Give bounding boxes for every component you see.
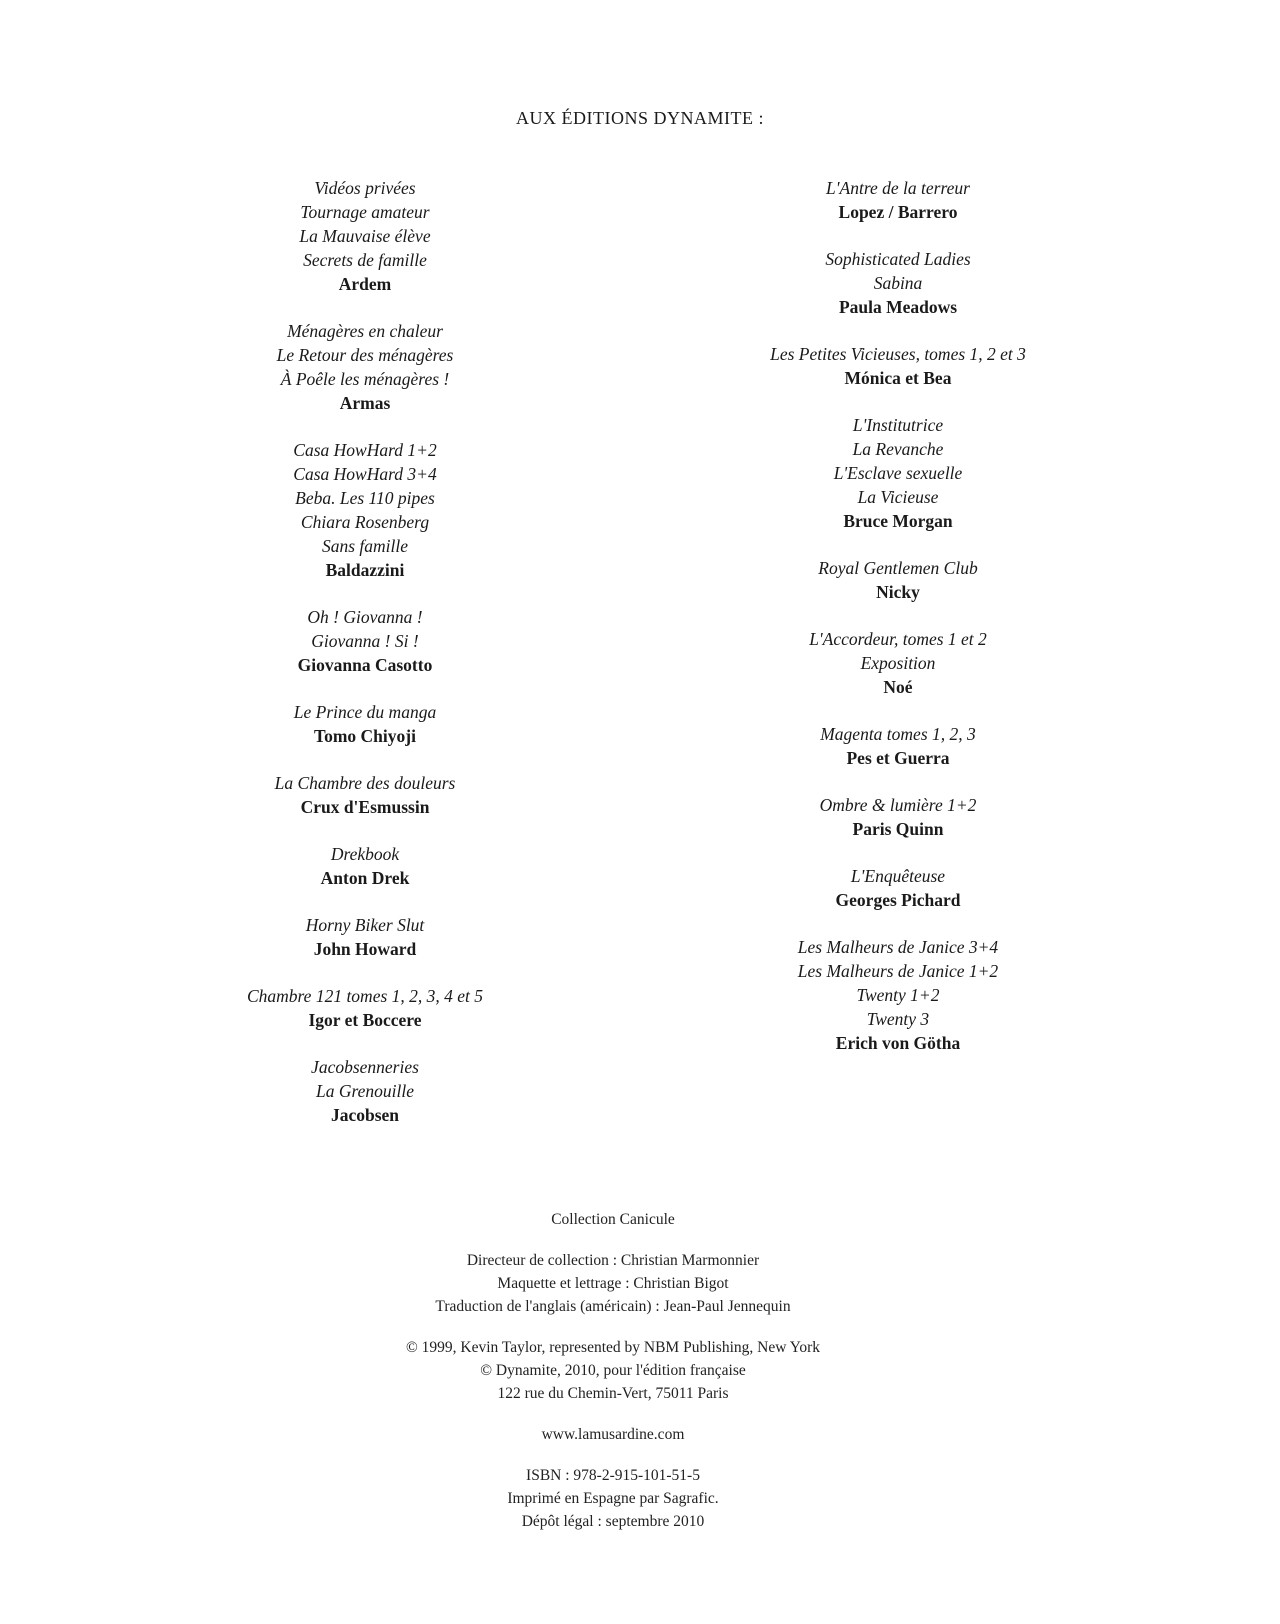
book-title: Twenty 1+2 (856, 985, 940, 1005)
catalog-entry (155, 771, 575, 819)
author-name: Noé (883, 677, 913, 697)
credit-line: Directeur de collection : Christian Marmonnier (466, 1252, 760, 1269)
author-name: Pes et Guerra (846, 748, 950, 768)
book-title: À Poêle les ménagères ! (280, 369, 450, 389)
book-title: Casa HowHard 3+4 (293, 464, 437, 484)
website-block (313, 1423, 913, 1446)
catalog-entry (688, 342, 1108, 390)
author-name: Georges Pichard (835, 890, 961, 910)
author-name: Mónica et Bea (844, 368, 952, 388)
copyright-line: © Dynamite, 2010, pour l'édition française (480, 1362, 746, 1379)
book-title: L'Enquêteuse (850, 866, 946, 886)
catalog-entry (688, 176, 1108, 224)
author-name: Baldazzini (325, 560, 405, 580)
book-title: La Chambre des douleurs (274, 773, 456, 793)
catalog-entry (155, 913, 575, 961)
legal-block (313, 1464, 913, 1533)
catalog-entry (155, 700, 575, 748)
book-title: Sophisticated Ladies (825, 249, 971, 269)
catalog-entry (155, 842, 575, 890)
author-name: Igor et Boccere (308, 1010, 422, 1030)
catalog-entry (155, 1055, 575, 1127)
left-catalog-column (155, 176, 575, 1150)
page-heading: AUX ÉDITIONS DYNAMITE : (516, 108, 764, 128)
catalog-entry (155, 319, 575, 415)
copyright-block (313, 1336, 913, 1405)
catalog-entry (688, 935, 1108, 1055)
book-title: Giovanna ! Si ! (311, 631, 419, 651)
catalog-entry (155, 984, 575, 1032)
book-title: Casa HowHard 1+2 (293, 440, 437, 460)
catalog-entry (688, 864, 1108, 912)
copyright-line: © 1999, Kevin Taylor, represented by NBM Publishing, New York (405, 1339, 821, 1356)
author-name: Bruce Morgan (843, 511, 953, 531)
catalog-entry (688, 413, 1108, 533)
collection-name (313, 1208, 913, 1231)
book-title: La Vicieuse (857, 487, 939, 507)
catalog-entry (155, 438, 575, 582)
book-title: La Grenouille (315, 1081, 415, 1101)
book-title: Ombre & lumière 1+2 (819, 795, 977, 815)
catalog-entry (688, 247, 1108, 319)
book-title: Les Malheurs de Janice 3+4 (797, 937, 999, 957)
address-line: 122 rue du Chemin-Vert, 75011 Paris (497, 1385, 729, 1402)
book-title: Le Prince du manga (293, 702, 437, 722)
author-name: Lopez / Barrero (838, 202, 958, 222)
book-title: Les Petites Vicieuses, tomes 1, 2 et 3 (770, 344, 1026, 364)
book-title: La Revanche (852, 439, 944, 459)
author-name: Giovanna Casotto (297, 655, 433, 675)
author-name: Ardem (338, 274, 392, 294)
collection-label: Collection Canicule (551, 1211, 675, 1228)
author-name: Erich von Götha (835, 1033, 961, 1053)
catalog-entry (688, 793, 1108, 841)
author-name: Jacobsen (330, 1105, 400, 1125)
book-title: Exposition (860, 653, 936, 673)
book-title: L'Accordeur, tomes 1 et 2 (809, 629, 987, 649)
catalog-entry (155, 176, 575, 296)
book-title: Horny Biker Slut (305, 915, 425, 935)
book-title: L'Esclave sexuelle (833, 463, 963, 483)
book-title: L'Antre de la terreur (826, 178, 970, 198)
catalog-entry (688, 627, 1108, 699)
credit-line: Maquette et lettrage : Christian Bigot (497, 1275, 729, 1292)
author-name: Paris Quinn (852, 819, 944, 839)
catalog-entry (688, 722, 1108, 770)
book-title: Secrets de famille (303, 250, 427, 270)
author-name: Crux d'Esmussin (300, 797, 430, 817)
right-catalog-column (688, 176, 1108, 1078)
book-title: Sans famille (321, 536, 409, 556)
book-title: Oh ! Giovanna ! (307, 607, 423, 627)
book-title: Jacobsenneries (311, 1057, 419, 1077)
book-title: Sabina (873, 273, 923, 293)
book-title: Drekbook (330, 844, 400, 864)
author-name: Nicky (876, 582, 920, 602)
colophon-footer (313, 1208, 913, 1551)
book-title: Le Retour des ménagères (276, 345, 454, 365)
author-name: Paula Meadows (838, 297, 958, 317)
book-title: Les Malheurs de Janice 1+2 (797, 961, 999, 981)
author-name: Armas (339, 393, 391, 413)
printer-line: Imprimé en Espagne par Sagrafic. (507, 1490, 719, 1507)
book-title: La Mauvaise élève (299, 226, 431, 246)
book-title: Royal Gentlemen Club (818, 558, 978, 578)
book-title: Chambre 121 tomes 1, 2, 3, 4 et 5 (246, 986, 484, 1006)
website-url: www.lamusardine.com (541, 1426, 685, 1443)
book-title: Tournage amateur (300, 202, 430, 222)
author-name: John Howard (313, 939, 417, 959)
book-title: Magenta tomes 1, 2, 3 (820, 724, 976, 744)
book-title: Ménagères en chaleur (287, 321, 443, 341)
credits-block (313, 1249, 913, 1318)
author-name: Anton Drek (320, 868, 410, 888)
legal-deposit-line: Dépôt légal : septembre 2010 (521, 1513, 705, 1530)
book-title: Beba. Les 110 pipes (295, 488, 435, 508)
author-name: Tomo Chiyoji (314, 726, 416, 746)
book-title: L'Institutrice (852, 415, 944, 435)
catalog-entry (155, 605, 575, 677)
book-title: Chiara Rosenberg (300, 512, 430, 532)
book-title: Vidéos privées (314, 178, 416, 198)
credit-line: Traduction de l'anglais (américain) : Jean-Paul Jennequin (435, 1298, 791, 1315)
isbn-line: ISBN : 978-2-915-101-51-5 (526, 1467, 700, 1484)
book-title: Twenty 3 (866, 1009, 930, 1029)
catalog-entry (688, 556, 1108, 604)
